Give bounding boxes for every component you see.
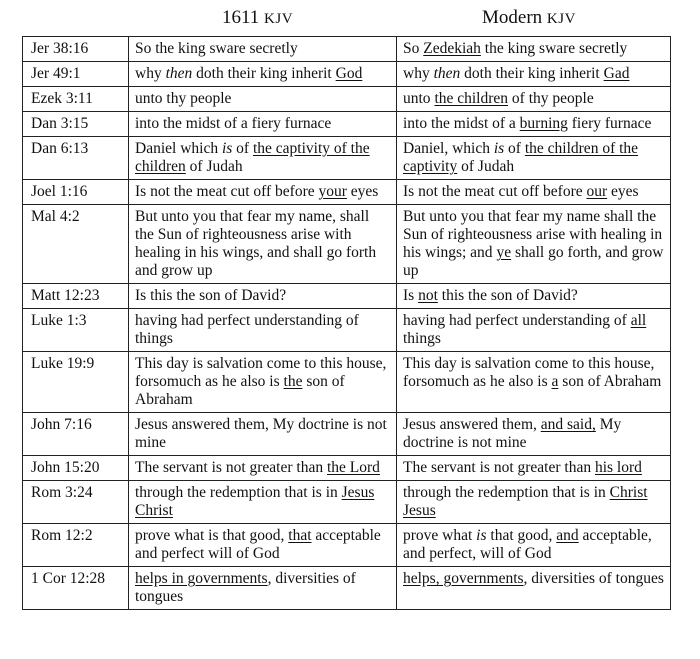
italic-text: is	[493, 140, 505, 157]
text-segment: prove what	[403, 527, 477, 544]
verse-reference: Rom 3:24	[23, 481, 129, 524]
text-1611	[129, 87, 397, 112]
changed-text: burning	[519, 115, 568, 132]
changed-text: a	[551, 373, 559, 390]
text-segment: of	[232, 140, 253, 157]
text-segment: eyes	[607, 183, 639, 200]
changed-text: the children	[434, 90, 509, 107]
text-segment: of Judah	[457, 158, 515, 175]
table-row	[23, 284, 671, 309]
table-row	[23, 137, 671, 180]
table-row	[23, 62, 671, 87]
text-segment: Is not the meat cut off before	[135, 183, 319, 200]
table-row	[23, 413, 671, 456]
text-segment: Is not the meat cut off before	[403, 183, 587, 200]
italic-text: is	[476, 527, 487, 544]
italic-text: is	[221, 140, 233, 157]
text-segment: So the king sware secretly	[135, 40, 298, 57]
text-segment: through the redemption that is in	[403, 484, 610, 501]
verse-reference: Ezek 3:11	[23, 87, 129, 112]
text-segment: this the son of David?	[437, 287, 578, 304]
comparison-table	[22, 36, 671, 610]
text-segment: , diversities of tongues	[135, 570, 356, 605]
text-1611	[129, 137, 397, 180]
column-header-1611	[222, 7, 293, 29]
table-row	[23, 205, 671, 284]
text-segment: fiery furnace	[567, 115, 652, 132]
text-modern	[397, 284, 671, 309]
text-segment: into the midst of a	[403, 115, 520, 132]
changed-text: Christ Jesus	[403, 484, 648, 519]
changed-text: our	[586, 183, 608, 200]
text-segment: having had perfect understanding of	[403, 312, 631, 329]
changed-text: his lord	[594, 459, 642, 476]
header-year-1611: 1611	[222, 7, 260, 28]
changed-text: and	[556, 527, 579, 544]
text-segment: having had perfect understanding of things	[135, 312, 359, 347]
text-segment: into the midst of a fiery furnace	[135, 115, 332, 132]
text-segment: unto	[403, 90, 435, 107]
text-segment: So	[403, 40, 424, 57]
text-segment: acceptable, and perfect, will of God	[403, 527, 652, 562]
text-modern	[397, 413, 671, 456]
text-segment: Daniel which	[135, 140, 222, 157]
text-modern	[397, 62, 671, 87]
changed-text: Zedekiah	[423, 40, 481, 57]
text-segment: eyes	[346, 183, 379, 200]
text-1611	[129, 309, 397, 352]
text-segment: acceptable and perfect will of God	[135, 527, 381, 562]
text-segment: But unto you that fear my name shall the Sun of righteousness arise with healing in his wings; and	[403, 208, 663, 261]
text-segment: of thy people	[508, 90, 594, 107]
changed-text: Gad	[603, 65, 630, 82]
table-row	[23, 180, 671, 205]
text-segment: Jesus answered them, My doctrine is not mine	[135, 416, 387, 451]
header-label-kjv-old: KJV	[264, 11, 294, 27]
text-1611	[129, 62, 397, 87]
table-row	[23, 481, 671, 524]
text-modern	[397, 180, 671, 205]
changed-text: that	[288, 527, 312, 544]
text-segment: the king sware secretly	[480, 40, 628, 57]
text-segment: doth their king inherit	[192, 65, 336, 82]
comparison-rows	[23, 37, 671, 610]
text-1611	[129, 284, 397, 309]
table-row	[23, 87, 671, 112]
text-modern	[397, 524, 671, 567]
text-modern	[397, 205, 671, 284]
text-segment: Daniel, which	[403, 140, 494, 157]
text-segment: , diversities of tongues	[523, 570, 664, 587]
changed-text: helps, governments	[403, 570, 524, 587]
text-1611	[129, 524, 397, 567]
text-segment: This day is salvation come to this house, forsomuch as he also is	[403, 355, 655, 390]
text-segment: of Judah	[185, 158, 243, 175]
text-segment: unto thy people	[135, 90, 232, 107]
text-segment: The servant is not greater than	[403, 459, 595, 476]
text-modern	[397, 87, 671, 112]
text-segment: But unto you that fear my name, shall the Sun of righteousness arise with healing in his wings, and shall go forth and grow up	[135, 208, 377, 279]
text-modern	[397, 567, 671, 610]
changed-text: helps in governments	[135, 570, 268, 587]
verse-reference: Matt 12:23	[23, 284, 129, 309]
verse-reference: John 7:16	[23, 413, 129, 456]
text-1611	[129, 180, 397, 205]
text-modern	[397, 352, 671, 413]
text-segment: This day is salvation come to this house, forsomuch as he also is	[135, 355, 387, 390]
verse-reference: John 15:20	[23, 456, 129, 481]
text-1611	[129, 413, 397, 456]
table-row	[23, 524, 671, 567]
text-modern	[397, 481, 671, 524]
changed-text: the Lord	[326, 459, 380, 476]
text-segment: doth their king inherit	[460, 65, 604, 82]
text-modern	[397, 112, 671, 137]
italic-text: then	[165, 65, 193, 82]
text-segment: Jesus answered them,	[403, 416, 541, 433]
text-segment: why	[135, 65, 166, 82]
text-1611	[129, 37, 397, 62]
text-segment: son of Abraham	[558, 373, 662, 390]
text-1611	[129, 567, 397, 610]
changed-text: God	[335, 65, 363, 82]
text-1611	[129, 456, 397, 481]
verse-reference: Jer 49:1	[23, 62, 129, 87]
changed-text: the captivity of the children	[135, 140, 370, 175]
header-year-modern: Modern	[482, 7, 543, 28]
changed-text: ye	[496, 244, 512, 261]
table-row	[23, 309, 671, 352]
italic-text: then	[433, 65, 461, 82]
text-modern	[397, 456, 671, 481]
table-row	[23, 567, 671, 610]
text-segment: prove what is that good,	[135, 527, 289, 544]
changed-text: your	[318, 183, 347, 200]
text-modern	[397, 137, 671, 180]
text-segment: of	[504, 140, 525, 157]
table-row	[23, 37, 671, 62]
changed-text: not	[418, 287, 438, 304]
changed-text: the children of the captivity	[403, 140, 639, 175]
text-segment: The servant is not greater than	[135, 459, 327, 476]
text-segment: why	[403, 65, 434, 82]
header-label-kjv-modern: KJV	[546, 11, 576, 27]
changed-text: all	[630, 312, 647, 329]
text-segment: through the redemption that is in	[135, 484, 342, 501]
verse-reference: Luke 1:3	[23, 309, 129, 352]
changed-text: and said,	[540, 416, 596, 433]
text-1611	[129, 112, 397, 137]
table-header	[0, 0, 700, 36]
text-segment: that good,	[486, 527, 557, 544]
verse-reference: Dan 6:13	[23, 137, 129, 180]
verse-reference: Jer 38:16	[23, 37, 129, 62]
changed-text: the	[283, 373, 303, 390]
text-1611	[129, 481, 397, 524]
changed-text: Jesus Christ	[135, 484, 375, 519]
text-modern	[397, 37, 671, 62]
text-segment: son of Abraham	[135, 373, 345, 408]
table-row	[23, 352, 671, 413]
column-header-modern	[482, 7, 576, 29]
text-segment: shall go forth, and grow up	[403, 244, 664, 279]
verse-reference: Rom 12:2	[23, 524, 129, 567]
text-segment: My doctrine is not mine	[403, 416, 622, 451]
verse-reference: Luke 19:9	[23, 352, 129, 413]
table-row	[23, 112, 671, 137]
verse-reference: Joel 1:16	[23, 180, 129, 205]
text-segment: things	[403, 330, 441, 347]
verse-reference: 1 Cor 12:28	[23, 567, 129, 610]
text-modern	[397, 309, 671, 352]
text-segment: Is	[403, 287, 419, 304]
text-1611	[129, 205, 397, 284]
table-row	[23, 456, 671, 481]
verse-reference: Dan 3:15	[23, 112, 129, 137]
text-segment: Is this the son of David?	[135, 287, 287, 304]
verse-reference: Mal 4:2	[23, 205, 129, 284]
text-1611	[129, 352, 397, 413]
